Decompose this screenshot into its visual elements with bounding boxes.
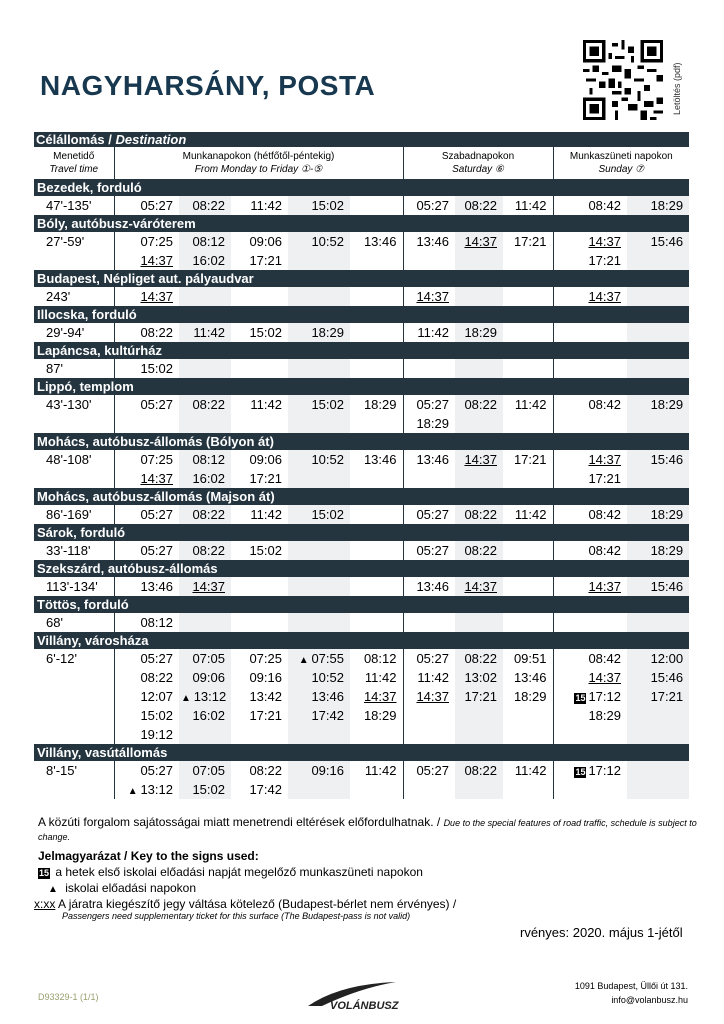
volanbusz-logo-icon: [300, 980, 430, 1012]
departure-time: 05:27: [403, 541, 455, 560]
departure-time: 11:42: [403, 323, 455, 342]
departure-time: 08:22: [179, 541, 231, 560]
departure-time: 18:29: [627, 505, 689, 524]
departure-time: 11:42: [503, 395, 553, 414]
departure-time: 12:00: [627, 649, 689, 668]
departure-time: 09:16: [231, 668, 288, 687]
departure-time: 17:21: [553, 251, 627, 270]
stop-name: Bezedek, forduló: [34, 179, 689, 196]
departure-time: [503, 287, 553, 306]
travel-time: [34, 251, 114, 270]
departure-time: 14:37: [455, 450, 503, 469]
stop-name: Mohács, autóbusz-állomás (Majson át): [34, 488, 689, 505]
departure-time: 05:27: [114, 196, 179, 215]
holiday-15-icon: 15: [575, 767, 586, 777]
departure-time: 14:37: [114, 287, 179, 306]
travel-time: 68': [46, 615, 63, 630]
stop-name: Lapáncsa, kultúrház: [34, 342, 689, 359]
stop-name: Sárok, forduló: [34, 524, 689, 541]
departure-time: [503, 541, 553, 560]
weekday-header: Munkanapokon (hétfőtől-péntekig) From Monday to Friday ①-⑤: [114, 147, 403, 179]
departure-time: ▲ 13:12: [114, 780, 179, 799]
table-row: [34, 450, 689, 469]
departure-time: [553, 414, 627, 433]
stop-name: Illocska, forduló: [34, 306, 689, 323]
departure-time: 15:46: [627, 577, 689, 596]
departure-time: 08:42: [553, 395, 627, 414]
triangle-icon: ▲: [48, 884, 58, 895]
table-row: [34, 706, 689, 725]
departure-time: [231, 577, 288, 596]
departure-time: 15:02: [114, 359, 179, 378]
departure-time: [288, 287, 350, 306]
departure-time: [627, 359, 689, 378]
departure-time: [288, 414, 350, 433]
travel-time: 243': [46, 289, 71, 304]
legend-title: Jelmagyarázat / Key to the signs used:: [38, 849, 259, 863]
departure-time: 05:27: [114, 541, 179, 560]
departure-time: [503, 359, 553, 378]
destination-header: Célállomás / Destination: [34, 132, 689, 147]
departure-time: 09:51: [503, 649, 553, 668]
departure-time: [627, 323, 689, 342]
departure-time: [503, 323, 553, 342]
departure-time: 08:22: [455, 649, 503, 668]
address: 1091 Budapest, Üllői út 131.: [574, 981, 688, 991]
departure-time: [455, 359, 503, 378]
travel-time: 8'-15': [46, 763, 77, 778]
departure-time: 17:21: [503, 232, 553, 251]
departure-time: [350, 505, 403, 524]
departure-time: [503, 577, 553, 596]
departure-time: [455, 613, 503, 632]
departure-time: 09:06: [231, 450, 288, 469]
travel-time: [34, 668, 114, 687]
travel-time: [34, 687, 114, 706]
departure-time: [627, 761, 689, 780]
table-row: [34, 359, 689, 378]
departure-time: 17:21: [553, 469, 627, 488]
departure-time: 07:25: [231, 649, 288, 668]
departure-time: [553, 613, 627, 632]
departure-time: 14:37: [179, 577, 231, 596]
traffic-note: A közúti forgalom sajátosságai miatt menetrendi eltérések előfordulhatnak. / Due to the special features of road traffic, schedule is subject to change.: [38, 815, 697, 842]
departure-time: [179, 725, 231, 744]
departure-time: [455, 780, 503, 799]
departure-time: 18:29: [503, 687, 553, 706]
departure-time: 08:12: [179, 450, 231, 469]
departure-time: 11:42: [231, 196, 288, 215]
departure-time: [627, 780, 689, 799]
departure-time: 07:25: [114, 232, 179, 251]
departure-time: [231, 287, 288, 306]
departure-time: 14:37: [553, 577, 627, 596]
departure-time: [231, 613, 288, 632]
departure-time: 07:05: [179, 761, 231, 780]
departure-time: 08:42: [553, 541, 627, 560]
departure-time: 15 17:12: [553, 687, 627, 706]
departure-time: [403, 613, 455, 632]
departure-time: 14:37: [455, 577, 503, 596]
triangle-icon: ▲: [181, 693, 194, 704]
departure-time: [553, 323, 627, 342]
departure-time: 18:29: [288, 323, 350, 342]
document-code: D93329-1 (1/1): [38, 992, 99, 1002]
departure-time: 18:29: [350, 706, 403, 725]
departure-time: 08:22: [455, 761, 503, 780]
departure-time: ▲ 13:12: [179, 687, 231, 706]
travel-time: 6'-12': [46, 651, 77, 666]
departure-time: 15:02: [179, 780, 231, 799]
travel-time: [34, 414, 114, 433]
departure-time: 13:46: [288, 687, 350, 706]
travel-time: 113'-134': [46, 579, 98, 594]
departure-time: [403, 725, 455, 744]
departure-time: 15:02: [114, 706, 179, 725]
departure-time: 11:42: [503, 505, 553, 524]
valid-from: rvényes: 2020. május 1-jétől: [520, 925, 683, 940]
departure-time: [231, 359, 288, 378]
departure-time: 08:12: [350, 649, 403, 668]
departure-time: [503, 613, 553, 632]
departure-time: 13:46: [503, 668, 553, 687]
departure-time: [403, 780, 455, 799]
table-row: [34, 287, 689, 306]
departure-time: 08:22: [231, 761, 288, 780]
departure-time: 05:27: [403, 196, 455, 215]
departure-time: [503, 251, 553, 270]
email-link[interactable]: info@volanbusz.hu: [611, 995, 688, 1005]
travel-time: 87': [46, 361, 63, 376]
table-row: [34, 613, 689, 632]
table-row: [34, 687, 689, 706]
departure-time: 11:42: [503, 196, 553, 215]
departure-time: 11:42: [231, 505, 288, 524]
departure-time: 15:02: [231, 323, 288, 342]
qr-code-icon[interactable]: [583, 40, 663, 120]
departure-time: 05:27: [114, 761, 179, 780]
departure-time: 18:29: [627, 541, 689, 560]
table-row: [34, 668, 689, 687]
departure-time: [627, 613, 689, 632]
departure-time: [288, 359, 350, 378]
departure-time: 17:21: [627, 687, 689, 706]
departure-time: 15:02: [288, 505, 350, 524]
departure-time: 13:46: [403, 450, 455, 469]
notes: [34, 815, 698, 921]
departure-time: 12:07: [114, 687, 179, 706]
departure-time: [503, 706, 553, 725]
departure-time: [288, 725, 350, 744]
departure-time: [455, 251, 503, 270]
departure-time: 18:29: [350, 395, 403, 414]
departure-time: [350, 414, 403, 433]
departure-time: 08:42: [553, 649, 627, 668]
legend-item-supplement: x:xx A járatra kiegészítő jegy váltása kötelező (Budapest-bérlet nem érvényes) / Passengers need supplementary ticket for this surface (The Budapest-pass is not valid): [34, 897, 457, 921]
departure-time: [350, 287, 403, 306]
departure-time: [403, 251, 455, 270]
departure-time: [231, 725, 288, 744]
departure-time: 13:46: [403, 577, 455, 596]
download-pdf-label[interactable]: Letöltés (pdf): [672, 62, 682, 115]
departure-time: 17:21: [231, 706, 288, 725]
departure-time: 17:21: [455, 687, 503, 706]
departure-time: 08:22: [179, 505, 231, 524]
departure-time: 14:37: [553, 668, 627, 687]
departure-time: 08:22: [179, 395, 231, 414]
stop-name: Lippó, templom: [34, 378, 689, 395]
departure-time: 11:42: [179, 323, 231, 342]
sunday-header: Munkaszüneti napokon Sunday ⑦: [553, 147, 689, 179]
departure-time: 11:42: [231, 395, 288, 414]
departure-time: 09:06: [179, 668, 231, 687]
travel-time-header: Menetidő Travel time: [34, 147, 114, 179]
triangle-icon: ▲: [127, 786, 141, 797]
departure-time: [403, 706, 455, 725]
departure-time: 18:29: [553, 706, 627, 725]
departure-time: 14:37: [114, 251, 179, 270]
departure-time: 19:12: [114, 725, 179, 744]
departure-time: 13:46: [350, 232, 403, 251]
stop-name: Villány, városháza: [34, 632, 689, 649]
departure-time: 14:37: [553, 232, 627, 251]
travel-time: 86'-169': [46, 507, 92, 522]
departure-time: 13:02: [455, 668, 503, 687]
departure-time: [503, 725, 553, 744]
departure-time: 13:46: [114, 577, 179, 596]
departure-time: [403, 469, 455, 488]
departure-time: [179, 414, 231, 433]
svg-text:VOLÁNBUSZ: VOLÁNBUSZ: [330, 1000, 399, 1012]
departure-time: 08:22: [114, 323, 179, 342]
departure-time: [455, 469, 503, 488]
departure-time: [231, 414, 288, 433]
departure-time: 18:29: [627, 196, 689, 215]
departure-time: 05:27: [403, 505, 455, 524]
departure-time: 16:02: [179, 469, 231, 488]
departure-time: 15:02: [231, 541, 288, 560]
departure-time: [288, 541, 350, 560]
departure-time: [403, 359, 455, 378]
travel-time: [34, 780, 114, 799]
departure-time: 16:02: [179, 251, 231, 270]
table-row: [34, 505, 689, 524]
departure-time: 13:42: [231, 687, 288, 706]
departure-time: [350, 725, 403, 744]
departure-time: [503, 469, 553, 488]
departure-time: 11:42: [503, 761, 553, 780]
departure-time: [455, 706, 503, 725]
travel-time: 27'-59': [46, 234, 85, 249]
departure-time: 14:37: [553, 450, 627, 469]
table-row: [34, 395, 689, 414]
departure-time: [350, 323, 403, 342]
departure-time: 05:27: [114, 505, 179, 524]
departure-time: [553, 780, 627, 799]
departure-time: 10:52: [288, 450, 350, 469]
departure-time: [503, 414, 553, 433]
departure-time: [114, 414, 179, 433]
stop-name: Töttös, forduló: [34, 596, 689, 613]
departure-time: 10:52: [288, 668, 350, 687]
stop-name: Bóly, autóbusz-váróterem: [34, 215, 689, 232]
stop-name: Mohács, autóbusz-állomás (Bólyon át): [34, 433, 689, 450]
departure-time: [627, 287, 689, 306]
departure-time: [350, 541, 403, 560]
table-row: [34, 780, 689, 799]
stop-name: Villány, vasútállomás: [34, 744, 689, 761]
table-row: [34, 196, 689, 215]
departure-time: 14:37: [403, 687, 455, 706]
departure-time: 17:42: [288, 706, 350, 725]
departure-time: 17:21: [503, 450, 553, 469]
departure-time: [553, 725, 627, 744]
departure-time: 05:27: [403, 395, 455, 414]
table-row: [34, 761, 689, 780]
departure-time: 07:25: [114, 450, 179, 469]
travel-time: [34, 469, 114, 488]
departure-time: [627, 414, 689, 433]
departure-time: 14:37: [114, 469, 179, 488]
table-row: [34, 725, 689, 744]
departure-time: [288, 469, 350, 488]
departure-time: 08:22: [455, 395, 503, 414]
departure-time: 13:46: [403, 232, 455, 251]
departure-time: [503, 780, 553, 799]
departure-time: [455, 287, 503, 306]
travel-time: 47'-135': [46, 198, 92, 213]
stop-name: Budapest, Népliget aut. pályaudvar: [34, 270, 689, 287]
departure-time: [350, 577, 403, 596]
departure-time: 17:21: [231, 469, 288, 488]
page-title: NAGYHARSÁNY, POSTA: [40, 70, 376, 101]
departure-time: [455, 414, 503, 433]
departure-time: 08:12: [179, 232, 231, 251]
underline-symbol: x:xx: [34, 897, 56, 911]
departure-time: 07:05: [179, 649, 231, 668]
table-row: [34, 469, 689, 488]
departure-time: 05:27: [114, 395, 179, 414]
departure-time: [350, 469, 403, 488]
departure-time: [627, 706, 689, 725]
departure-time: 17:42: [231, 780, 288, 799]
table-row: [34, 323, 689, 342]
departure-time: [350, 196, 403, 215]
departure-time: 15:02: [288, 196, 350, 215]
table-row: [34, 414, 689, 433]
departure-time: [350, 251, 403, 270]
holiday-15-icon: 15: [575, 693, 586, 703]
departure-time: 17:21: [231, 251, 288, 270]
departure-time: 08:12: [114, 613, 179, 632]
departure-time: 14:37: [455, 232, 503, 251]
departure-time: [288, 613, 350, 632]
table-row: [34, 232, 689, 251]
table-row: [34, 649, 689, 668]
departure-time: 15 17:12: [553, 761, 627, 780]
departure-time: 18:29: [455, 323, 503, 342]
departure-time: 08:42: [553, 505, 627, 524]
departure-time: 09:06: [231, 232, 288, 251]
departure-time: 14:37: [403, 287, 455, 306]
departure-time: 08:42: [553, 196, 627, 215]
travel-time: [34, 725, 114, 744]
departure-time: [627, 469, 689, 488]
departure-time: 14:37: [553, 287, 627, 306]
departure-time: 05:27: [114, 649, 179, 668]
departure-time: [350, 359, 403, 378]
departure-time: [288, 251, 350, 270]
departure-time: 08:22: [114, 668, 179, 687]
departure-time: 08:22: [179, 196, 231, 215]
departure-time: 11:42: [350, 668, 403, 687]
table-row: [34, 251, 689, 270]
travel-time: 29'-94': [46, 325, 85, 340]
departure-time: [179, 287, 231, 306]
departure-time: ▲ 07:55: [288, 649, 350, 668]
departure-time: 11:42: [350, 761, 403, 780]
footer-contact: [575, 979, 688, 1007]
departure-time: 10:52: [288, 232, 350, 251]
departure-time: 05:27: [403, 761, 455, 780]
departure-time: [350, 613, 403, 632]
departure-time: 15:02: [288, 395, 350, 414]
legend-item-triangle: ▲ iskolai előadási napokon: [48, 881, 197, 895]
departure-time: [179, 359, 231, 378]
travel-time: 33'-118': [46, 543, 91, 558]
departure-time: 14:37: [350, 687, 403, 706]
departure-time: 15:46: [627, 232, 689, 251]
departure-time: 18:29: [403, 414, 455, 433]
departure-time: 18:29: [627, 395, 689, 414]
departure-time: 08:22: [455, 196, 503, 215]
departure-time: 15:46: [627, 450, 689, 469]
departure-time: [553, 359, 627, 378]
departure-time: [627, 251, 689, 270]
departure-time: 08:22: [455, 505, 503, 524]
table-row: [34, 541, 689, 560]
departure-time: 16:02: [179, 706, 231, 725]
departure-time: [288, 780, 350, 799]
departure-time: [288, 577, 350, 596]
legend-item-15: 15 a hetek első iskolai előadási napját megelőző munkaszüneti napokon: [39, 865, 423, 879]
table-row: [34, 577, 689, 596]
saturday-header: Szabadnapokon Saturday ⑥: [403, 147, 553, 179]
departure-time: [627, 725, 689, 744]
departure-time: 11:42: [403, 668, 455, 687]
departure-time: [350, 780, 403, 799]
departure-time: 08:22: [455, 541, 503, 560]
departure-time: 05:27: [403, 649, 455, 668]
departure-time: [455, 725, 503, 744]
departure-time: 15:46: [627, 668, 689, 687]
departure-time: [179, 613, 231, 632]
stop-name: Szekszárd, autóbusz-állomás: [34, 560, 689, 577]
departure-time: 09:16: [288, 761, 350, 780]
triangle-icon: ▲: [298, 655, 312, 666]
travel-time: [34, 706, 114, 725]
departure-time: 13:46: [350, 450, 403, 469]
travel-time: 43'-130': [46, 397, 92, 412]
travel-time: 48'-108': [46, 452, 92, 467]
timetable: [34, 132, 689, 799]
holiday-15-icon: 15: [39, 868, 50, 878]
